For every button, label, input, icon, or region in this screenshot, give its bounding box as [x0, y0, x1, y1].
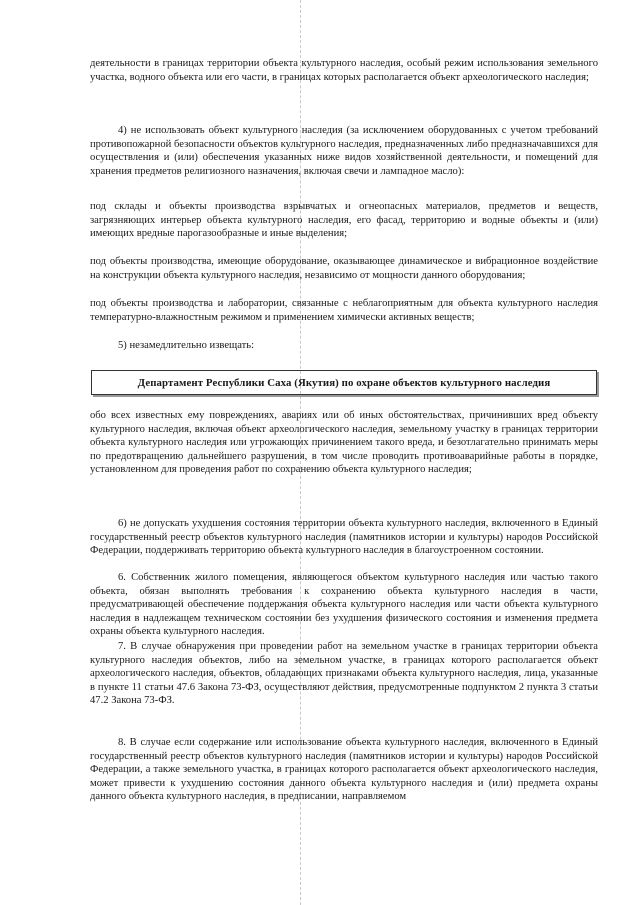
paragraph-continuation: деятельности в границах территории объекта культурного наследия, особый режим использования земельного участка, водного объекта или его части, в границах которых располагается объект археологического наследия; — [90, 58, 598, 83]
department-stamp-text: Департамент Республики Саха (Якутия) по охране объектов культурного наследия — [137, 376, 551, 389]
paragraph-item-4: 4) не использовать объект культурного наследия (за исключением оборудованных с учетом требований противопожарной безопасности объектов культурного наследия, предназначенных либо предназначавшихся для осуществления и (или) обеспечения указанных ниже видов хозяйственной деятельности, и помещений для хранения предметов религиозного назначения, включая свечи и лампадное масло): — [90, 125, 598, 177]
paragraph-section-8: 8. В случае если содержание или использование объекта культурного наследия, включенного в Единый государственный реестр объектов культурного наследия (памятников истории и культуры) народов Российской Федерации, а также земельного участка, в границах которого располагается объект археологического наследия, может привести к ухудшению состояния данного объекта культурного наследия и (или) предмета охраны данного объекта культурного наследия, в предписании, направляемом — [90, 737, 598, 803]
paragraph-item-5: 5) незамедлительно извещать: — [118, 340, 255, 351]
paragraph-item-6: 6) не допускать ухудшения состояния территории объекта культурного наследия, включенного в Единый государственный реестр объектов культурного наследия (памятников истории и культуры) народов Российской Федерации, поддерживать территорию объекта культурного наследия в благоустроенном состоянии. — [90, 518, 598, 557]
paragraph-section-7: 7. В случае обнаружения при проведении работ на земельном участке в границах территории объекта культурного наследия объектов, либо на земельном участке, в границах которого располагается объект археологического наследия, объектов, обладающих признаками объекта культурного наследия, лица, указанные в пункте 11 статьи 47.6 Закона 73-ФЗ, осуществляют действия, предусмотренные подпунктом 2 пункта 3 статьи 47.2 Закона 73-ФЗ. — [90, 641, 598, 707]
paragraph-warehouses: под склады и объекты производства взрывчатых и огнеопасных материалов, предметов и веществ, загрязняющих интерьер объекта культурного наследия, его фасад, территорию и водные объекты и (или) имеющих вредные парогазообразные и иные выделения; — [90, 201, 598, 240]
paragraph-laboratories: под объекты производства и лаборатории, связанные с неблагоприятным для объекта культурного наследия температурно-влажностным режимом и применением химически активных веществ; — [90, 298, 598, 323]
department-stamp — [91, 370, 597, 395]
paragraph-damage-notice: обо всех известных ему повреждениях, авариях или об иных обстоятельствах, причинивших вред объекту культурного наследия, включая объект археологического наследия, земельному участку в границах территории объекта культурного наследия или угрожающих причинением такого вреда, и безотлагательно принимать меры по предотвращению дальнейшего разрушения, в том числе проводить противоаварийные работы в порядке, установленном для проведения работ по сохранению объекта культурного наследия; — [90, 410, 598, 476]
paragraph-vibration: под объекты производства, имеющие оборудование, оказывающее динамическое и вибрационное воздействие на конструкции объекта культурного наследия, независимо от мощности данного оборудования; — [90, 256, 598, 281]
paragraph-section-6: 6. Собственник жилого помещения, являющегося объектом культурного наследия или частью такого объекта, обязан выполнять требования к сохранению объекта культурного наследия в части, предусматривающей обеспечение поддержания объекта культурного наследия или части объекта культурного наследия в надлежащем техническом состоянии без ухудшения физического состояния и изменения предмета охраны объекта культурного наследия. — [90, 572, 598, 638]
